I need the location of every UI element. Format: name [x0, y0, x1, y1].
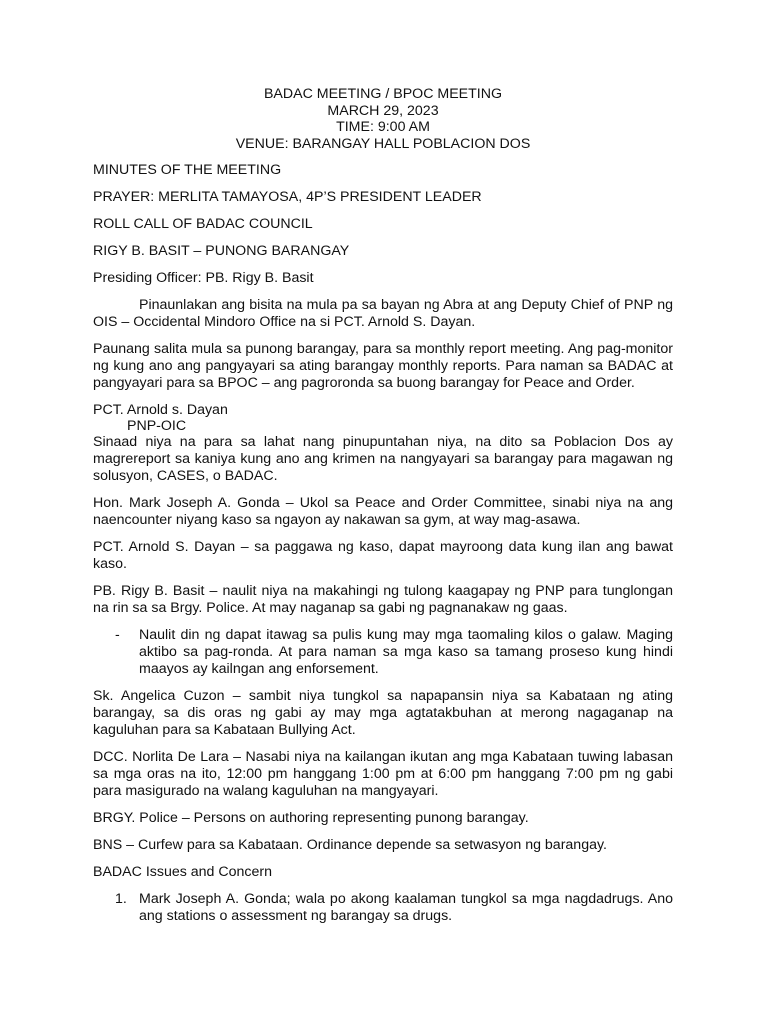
- paragraph-dayan: PCT. Arnold S. Dayan – sa paggawa ng kaso, dapat mayroong data kung ilan ang bawat kaso.: [93, 539, 673, 572]
- paragraph-basit: PB. Rigy B. Basit – naulit niya na makahingi ng tulong kaagapay ng PNP para tunglongan na rin sa sa Brgy. Police. At may naganap sa gabi ng pagnanakaw ng gaas.: [93, 583, 673, 616]
- issues-heading: BADAC Issues and Concern: [93, 864, 273, 880]
- numbered-text: Mark Joseph A. Gonda; wala po akong kaalaman tungkol sa mga nagdadrugs. Ano ang stations o assessment ng barangay sa drugs.: [139, 891, 673, 924]
- paragraph-cuzon: Sk. Angelica Cuzon – sambit niya tungkol sa napapansin niya sa Kabataan ng ating barangay, sa dis oras ng gabi ay may mga agtatakbuhan at merong nagaganap na kaguluhan para sa Kabataan Bullying Act.: [93, 688, 673, 738]
- paragraph-pct-statement: Sinaad niya na para sa lahat nang pinupuntahan niya, na dito sa Poblacion Dos ay magrereport sa kaniya kung ano ang krimen na nangyayari sa barangay para magawan ng solusyon, CASES, o BADAC.: [93, 434, 673, 484]
- bullet-item: [93, 627, 673, 678]
- paragraph-gonda: Hon. Mark Joseph A. Gonda – Ukol sa Peace and Order Committee, sinabi niya na ang naencounter niyang kaso sa ngayon ay nakawan sa gym, at way mag-asawa.: [93, 495, 673, 528]
- punong-barangay-line: RIGY B. BASIT – PUNONG BARANGAY: [93, 243, 350, 259]
- numbered-item: [93, 891, 673, 925]
- paragraph-guest: Pinaunlakan ang bisita na mula pa sa bayan ng Abra at ang Deputy Chief of PNP ng OIS – Occidental Mindoro Office na si PCT. Arnold S. Dayan.: [93, 297, 673, 330]
- roll-call-line: ROLL CALL OF BADAC COUNCIL: [93, 216, 313, 232]
- paragraph-brgy-police: BRGY. Police – Persons on authoring representing punong barangay.: [93, 810, 529, 826]
- presiding-officer-line: Presiding Officer: PB. Rigy B. Basit: [93, 270, 314, 286]
- number-marker: 1.: [115, 891, 127, 907]
- meeting-time: TIME: 9:00 AM: [336, 119, 430, 135]
- meeting-venue: VENUE: BARANGAY HALL POBLACION DOS: [235, 135, 531, 152]
- meeting-title: BADAC MEETING / BPOC MEETING: [263, 86, 503, 102]
- document-header: [93, 86, 673, 152]
- meeting-date: MARCH 29, 2023: [327, 102, 439, 119]
- speaker-role: PNP-OIC: [127, 418, 187, 434]
- bullet-marker: -: [115, 627, 120, 643]
- document-body: [93, 86, 673, 935]
- speaker-name: PCT. Arnold s. Dayan: [93, 402, 228, 418]
- bullet-text: Naulit din ng dapat itawag sa pulis kung may mga taomaling kilos o galaw. Maging aktibo sa pag-ronda. At para naman sa mga kaso sa tamang proseso kung hindi maayos ay kailngan ang enforsement.: [139, 627, 673, 677]
- paragraph-de-lara: DCC. Norlita De Lara – Nasabi niya na kailangan ikutan ang mga Kabataan tuwing labasan sa mga oras na ito, 12:00 pm hanggang 1:00 pm at 6:00 pm hanggang 7:00 pm ng gabi para masigurado na walang kaguluhan na mangyayari.: [93, 749, 673, 799]
- paragraph-opening: Paunang salita mula sa punong barangay, para sa monthly report meeting. Ang pag-monitor ng kung ano ang pangyayari sa ating barangay monthly reports. Para naman sa BADAC at pangyayari para sa BPOC – ang pagroronda sa buong barangay for Peace and Order.: [93, 341, 673, 391]
- paragraph-bns: BNS – Curfew para sa Kabataan. Ordinance depende sa setwasyon ng barangay.: [93, 837, 607, 853]
- prayer-line: PRAYER: MERLITA TAMAYOSA, 4P’S PRESIDENT LEADER: [93, 189, 482, 205]
- minutes-heading: MINUTES OF THE MEETING: [93, 162, 282, 178]
